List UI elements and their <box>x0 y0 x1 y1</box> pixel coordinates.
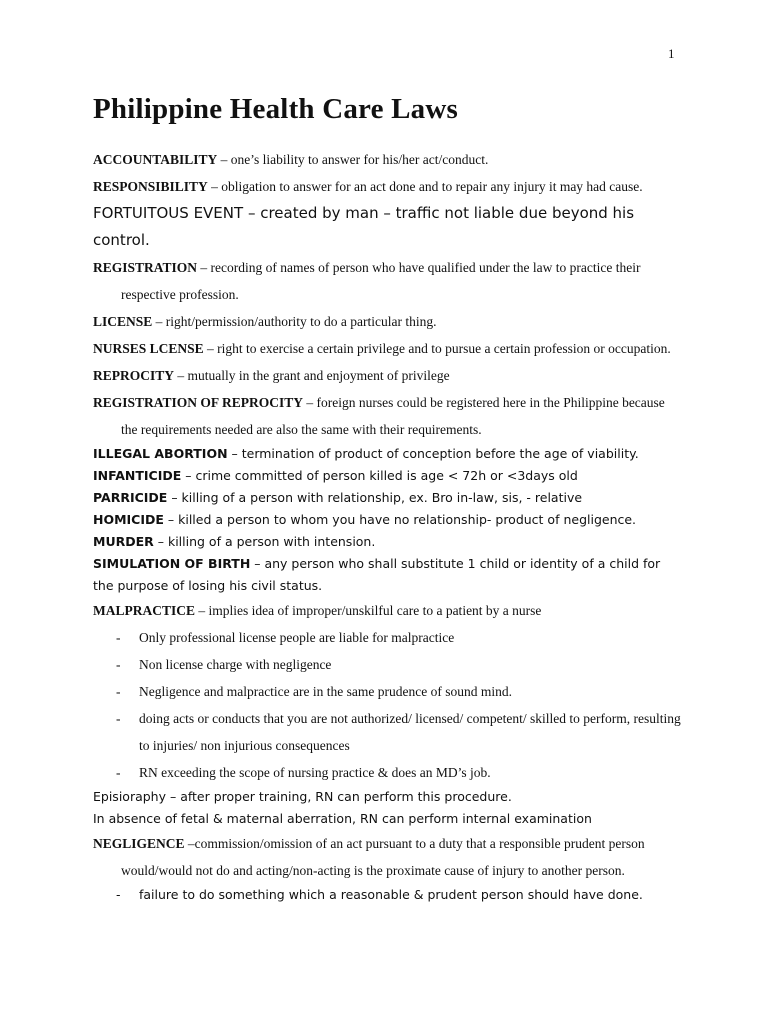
definition: – right to exercise a certain privilege and to pursue a certain profession or occupation. <box>203 341 671 356</box>
list-item-text: doing acts or conducts that you are not authorized/ licensed/ competent/ skilled to perform, resulting to injuries/ non injurious consequences <box>139 711 681 753</box>
term: PARRICIDE <box>93 490 168 505</box>
entry-infanticide <box>93 465 683 487</box>
term: ACCOUNTABILITY <box>93 152 218 167</box>
entry-homicide <box>93 509 683 531</box>
entry-license <box>93 308 683 335</box>
bullet-dash: - <box>116 657 121 672</box>
definition: –commission/omission of an act pursuant to a duty that a responsible prudent person would/would not do and acting/non-acting is the proximate cause of injury to another person. <box>121 836 645 878</box>
entry-fortuitous-event <box>93 200 683 254</box>
note-internal-examination: In absence of fetal & maternal aberration, RN can perform internal examination <box>93 811 592 826</box>
term: FORTUITOUS EVENT <box>93 204 244 222</box>
definition: – termination of product of conception before the age of viability. <box>227 446 639 461</box>
entry-responsibility <box>93 173 683 200</box>
definition: – right/permission/authority to do a particular thing. <box>152 314 437 329</box>
definition: – foreign nurses could be registered here in the Philippine because the requirements needed are also the same with their requirements. <box>121 395 665 437</box>
definition: – one’s liability to answer for his/her act/conduct. <box>217 152 489 167</box>
definition: – crime committed of person killed is age < 72h or <3days old <box>181 468 578 483</box>
definition: – implies idea of improper/unskilful care to a patient by a nurse <box>195 603 542 618</box>
list-item <box>93 624 683 651</box>
term: REPROCITY <box>93 368 175 383</box>
entry-reprocity <box>93 362 683 389</box>
entry-illegal-abortion <box>93 443 683 465</box>
bullet-dash: - <box>116 711 121 726</box>
term: MURDER <box>93 534 154 549</box>
list-item <box>93 651 683 678</box>
entry-nurses-license <box>93 335 683 362</box>
entry-parricide <box>93 487 683 509</box>
definition: – mutually in the grant and enjoyment of privilege <box>174 368 450 383</box>
term: NEGLIGENCE <box>93 836 185 851</box>
list-item <box>93 884 683 906</box>
bullet-dash: - <box>116 765 121 780</box>
term: HOMICIDE <box>93 512 164 527</box>
definition: – created by man – traffic not liable due beyond his control. <box>93 204 635 249</box>
bullet-dash: - <box>116 630 121 645</box>
term: REGISTRATION OF REPROCITY <box>93 395 304 410</box>
note-episioraphy: Episioraphy – after proper training, RN can perform this procedure. <box>93 789 512 804</box>
document-body <box>93 146 683 906</box>
term: MALPRACTICE <box>93 603 196 618</box>
entry-negligence <box>93 830 683 884</box>
term: NURSES LCENSE <box>93 341 204 356</box>
entry-murder <box>93 531 683 553</box>
definition: – killed a person to whom you have no relationship- product of negligence. <box>163 512 637 527</box>
definition: – any person who shall substitute 1 child or identity of a child for the purpose of losing his civil status. <box>93 556 661 593</box>
list-item <box>93 678 683 705</box>
list-item <box>93 759 683 786</box>
term: LICENSE <box>93 314 153 329</box>
list-item-text: Negligence and malpractice are in the same prudence of sound mind. <box>139 684 512 699</box>
entry-registration-of-reprocity <box>93 389 683 443</box>
list-item-text: RN exceeding the scope of nursing practice & does an MD’s job. <box>139 765 491 780</box>
definition: – recording of names of person who have qualified under the law to practice their respective profession. <box>121 260 641 302</box>
definition: – killing of a person with intension. <box>153 534 376 549</box>
entry-simulation-of-birth <box>93 553 683 597</box>
term: ILLEGAL ABORTION <box>93 446 228 461</box>
term: INFANTICIDE <box>93 468 182 483</box>
list-item-text: failure to do something which a reasonable & prudent person should have done. <box>139 887 643 902</box>
entry-malpractice <box>93 597 683 624</box>
malpractice-bullet-list <box>93 624 683 786</box>
page-number: 1 <box>668 46 675 61</box>
definition: – killing of a person with relationship, ex. Bro in-law, sis, - relative <box>167 490 583 505</box>
bullet-dash: - <box>116 684 121 699</box>
list-item-text: Only professional license people are liable for malpractice <box>139 630 455 645</box>
term: SIMULATION OF BIRTH <box>93 556 251 571</box>
list-item-text: Non license charge with negligence <box>139 657 332 672</box>
entry-registration <box>93 254 683 308</box>
bullet-dash: - <box>116 887 121 902</box>
list-item <box>93 705 683 759</box>
definition: – obligation to answer for an act done and to repair any injury it may had cause. <box>207 179 643 194</box>
negligence-bullet-list <box>93 884 683 906</box>
entry-accountability <box>93 146 683 173</box>
term: RESPONSIBILITY <box>93 179 208 194</box>
page-title: Philippine Health Care Laws <box>93 93 458 125</box>
term: REGISTRATION <box>93 260 198 275</box>
